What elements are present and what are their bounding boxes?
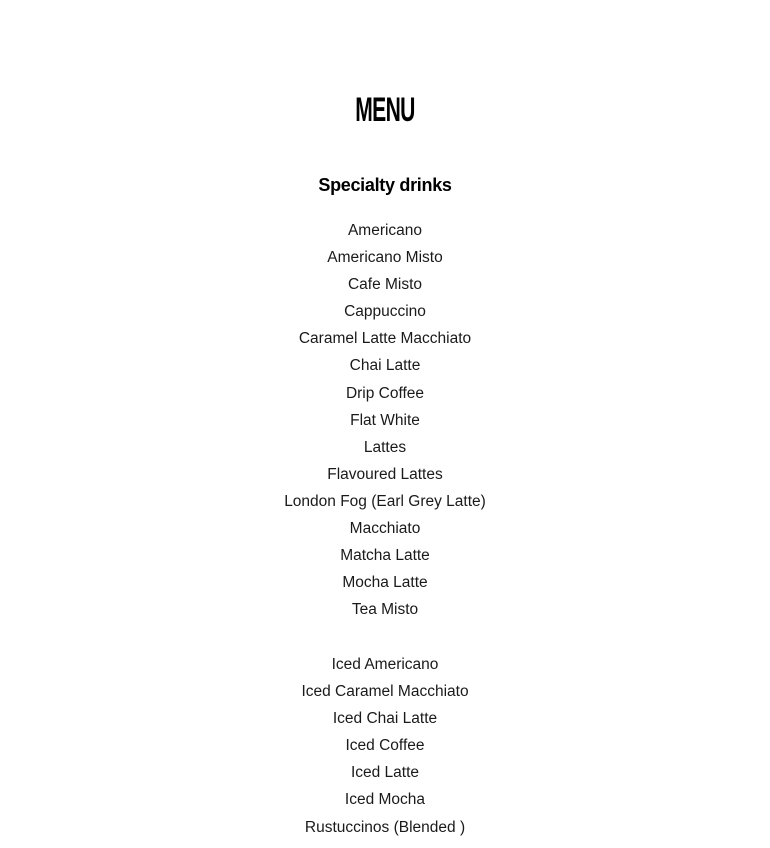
menu-item: Tea Misto <box>351 601 419 619</box>
menu-item: Flat White <box>350 411 420 429</box>
hot-drinks-list <box>0 217 770 623</box>
menu-item: Drip Coffee <box>345 384 425 402</box>
menu-item: Iced Mocha <box>344 791 426 809</box>
menu-item: Iced Latte <box>350 764 420 782</box>
section-title: Specialty drinks <box>318 175 452 195</box>
menu-item: Flavoured Lattes <box>327 465 443 483</box>
menu-item: Macchiato <box>349 520 421 538</box>
menu-item: Mocha Latte <box>342 574 428 592</box>
menu-item: Chai Latte <box>349 357 421 375</box>
menu-item: Iced Coffee <box>345 737 425 755</box>
menu-item: Americano <box>347 222 423 239</box>
iced-drinks-list <box>0 651 770 841</box>
menu-item: Rustuccinos (Blended ) <box>304 818 466 836</box>
menu-item: Caramel Latte Macchiato <box>298 330 472 348</box>
menu-item: Lattes <box>363 438 407 456</box>
menu-item: Cafe Misto <box>347 276 423 294</box>
menu-item: Iced Americano <box>331 656 439 673</box>
menu-item: London Fog (Earl Grey Latte) <box>284 492 486 510</box>
menu-item: Iced Chai Latte <box>332 710 438 728</box>
menu-item: Cappuccino <box>344 303 426 321</box>
menu-item: Americano Misto <box>327 249 443 267</box>
menu-item: Iced Caramel Macchiato <box>301 683 469 701</box>
page-title: MENU <box>355 91 415 129</box>
menu-item: Matcha Latte <box>340 547 430 565</box>
